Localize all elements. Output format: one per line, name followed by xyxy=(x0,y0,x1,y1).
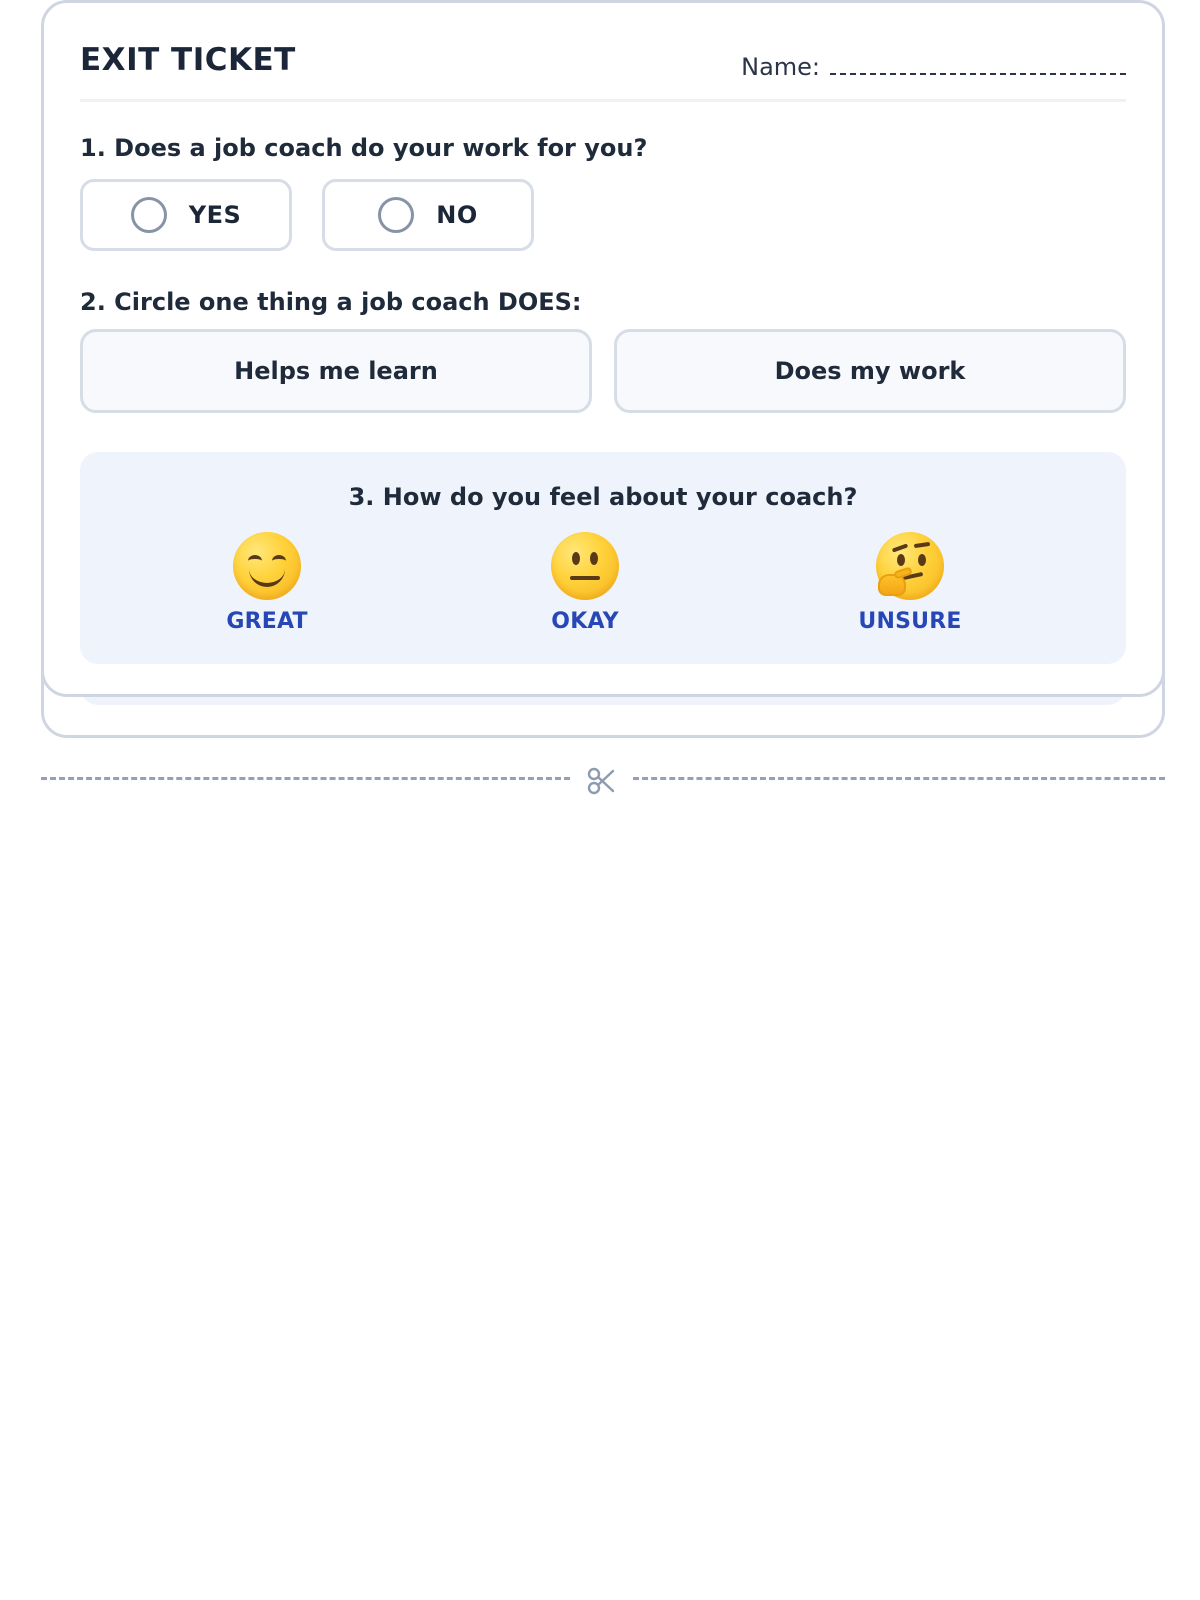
question-1: 1. Does a job coach do your work for you? xyxy=(80,134,648,162)
feeling-unsure-label: UNSURE xyxy=(858,609,962,634)
feeling-section xyxy=(80,452,1126,664)
feeling-okay-option[interactable] xyxy=(505,532,665,634)
feeling-great-option[interactable] xyxy=(187,532,347,634)
feeling-okay-label: OKAY xyxy=(551,609,619,634)
question-2: 2. Circle one thing a job coach DOES: xyxy=(80,288,582,316)
neutral-face-icon xyxy=(551,532,619,600)
no-radio[interactable] xyxy=(378,197,414,233)
no-option[interactable] xyxy=(322,179,534,251)
yes-option[interactable] xyxy=(80,179,292,251)
smiling-face-icon xyxy=(233,532,301,600)
ticket-header xyxy=(80,3,1126,102)
job-coach-choices xyxy=(80,329,1126,413)
yes-label: YES xyxy=(188,201,242,229)
name-blank-line[interactable] xyxy=(830,49,1126,75)
name-field[interactable] xyxy=(741,49,1126,81)
choice-does-my-work[interactable]: Does my work xyxy=(614,329,1126,413)
feeling-great-label: GREAT xyxy=(226,609,308,634)
no-label: NO xyxy=(436,201,478,229)
scissors-icon xyxy=(586,766,616,796)
ticket-title: EXIT TICKET xyxy=(80,42,296,78)
cut-dash-right xyxy=(633,777,1165,780)
thinking-face-icon xyxy=(876,532,944,600)
yes-no-options xyxy=(80,179,534,251)
feeling-unsure-option[interactable] xyxy=(830,532,990,634)
name-label: Name: xyxy=(741,53,820,81)
cut-line xyxy=(41,766,1165,790)
yes-radio[interactable] xyxy=(131,197,167,233)
choice-helps-me-learn[interactable]: Helps me learn xyxy=(80,329,592,413)
cut-dash-left xyxy=(41,777,570,780)
question-3: 3. How do you feel about your coach? xyxy=(348,483,858,511)
exit-ticket-bottom xyxy=(41,0,1165,697)
